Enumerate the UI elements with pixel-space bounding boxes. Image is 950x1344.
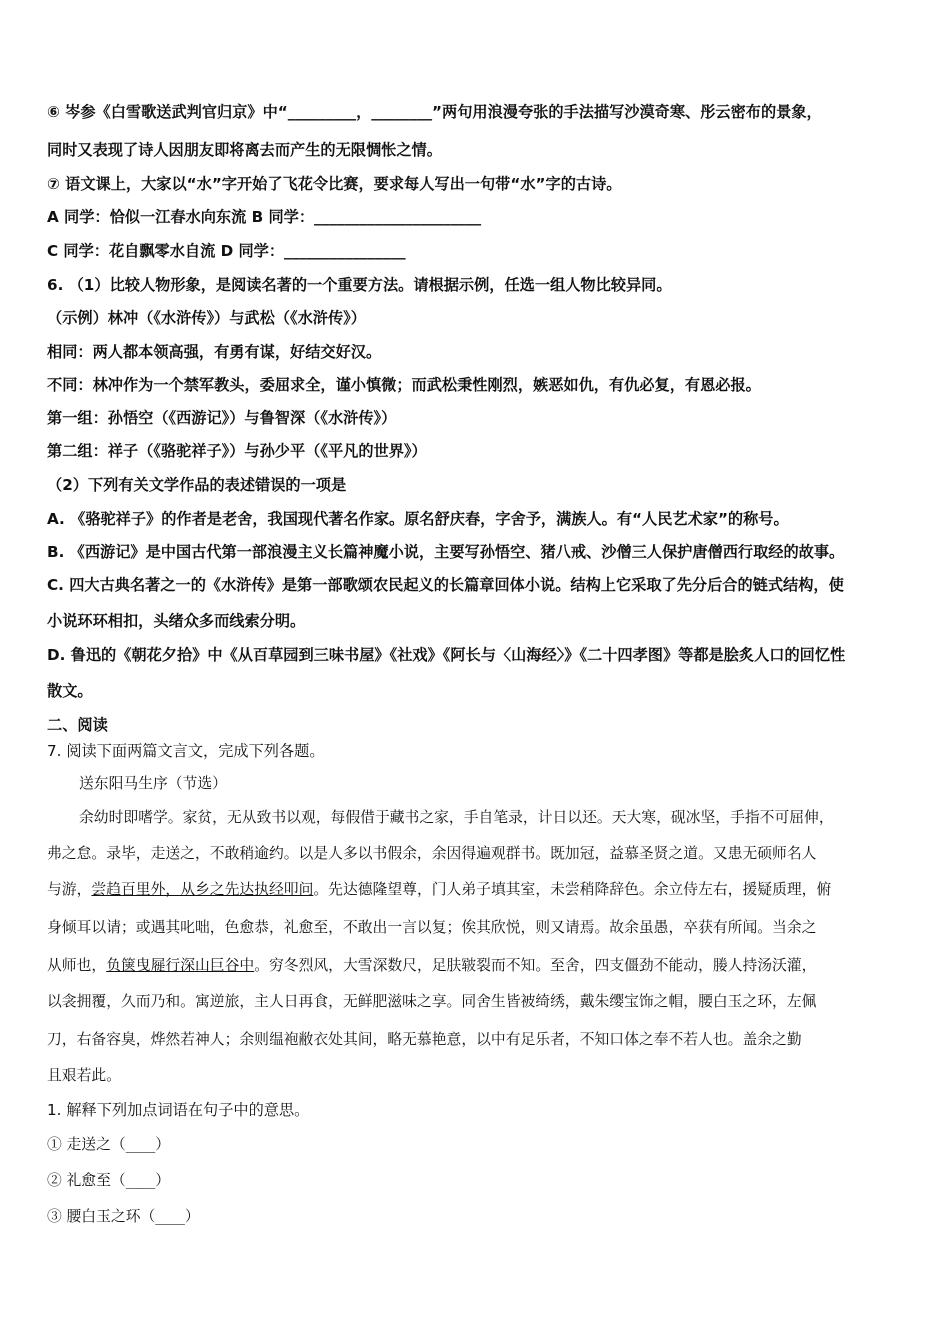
q6-part2: （2）下列有关文学作品的表述错误的一项是 xyxy=(47,476,347,494)
passage-line-7: 刀，右备容臭，烨然若神人；余则缊袍敝衣处其间，略无慕艳意，以中有足乐者，不知口体之奉不若人也。盖余之勤 xyxy=(47,1031,802,1048)
q7-instruction: 7. 阅读下面两篇文言文，完成下列各题。 xyxy=(47,742,325,760)
q6-option-d-line2: 散文。 xyxy=(47,682,93,700)
section-heading: 二、阅读 xyxy=(47,716,108,734)
q6-group1: 第一组：孙悟空（《西游记》）与鲁智深（《水浒传》） xyxy=(47,409,397,427)
q6-option-c-line1: C. 四大古典名著之一的《水浒传》是第一部歌颂农民起义的长篇章回体小说。结构上它采取了先分后合的链式结构，使 xyxy=(47,576,844,594)
passage-line-1: 余幼时即嗜学。家贫，无从致书以观，每假借于藏书之家，手自笔录，计日以还。天大寒，砚冰坚，手指不可屈伸， xyxy=(79,809,834,826)
subquestion-1-item-1: ① 走送之（____） xyxy=(47,1136,171,1153)
passage-title: 送东阳马生序（节选） xyxy=(79,775,227,792)
subquestion-1-item-2: ② 礼愈至（____） xyxy=(47,1172,171,1189)
q5-row-ab: A 同学：恰似一江春水向东流 B 同学：______________________ xyxy=(47,208,482,226)
q6-option-b: B. 《西游记》是中国古代第一部浪漫主义长篇神魔小说，主要写孙悟空、猪八戒、沙僧三人保护唐僧西行取经的故事。 xyxy=(47,543,845,561)
q6-option-c-line2: 小说环环相扣，头绪众多而线索分明。 xyxy=(47,612,306,630)
passage-line-8: 且艰若此。 xyxy=(47,1067,121,1084)
subquestion-1-item-3: ③ 腰白玉之环（____） xyxy=(47,1208,200,1225)
passage-line-5 xyxy=(47,955,816,977)
q5-row-cd: C 同学：花自飘零水自流 D 同学：________________ xyxy=(47,242,406,260)
q5-item6-line2: 同时又表现了诗人因朋友即将离去而产生的无限惆怅之情。 xyxy=(47,141,442,159)
q6-diff: 不同：林冲作为一个禁军教头，委屈求全，谨小慎微；而武松秉性刚烈，嫉恶如仇，有仇必复，有恩必报。 xyxy=(47,376,761,394)
q6-group2: 第二组：祥子（《骆驼祥子》）与孙少平（《平凡的世界》） xyxy=(47,442,427,460)
passage-line-4: 身倾耳以请；或遇其叱咄，色愈恭，礼愈至，不敢出一言以复；俟其欣悦，则又请焉。故余虽愚，卒获有所闻。当余之 xyxy=(47,919,817,936)
q6-example: （示例）林冲（《水浒传》）与武松（《水浒传》） xyxy=(47,309,366,327)
passage-line-3 xyxy=(47,879,831,901)
passage-line-3-pre: 与游， xyxy=(47,881,92,898)
underlined-sentence-2: 负箧曳屣行深山巨谷中 xyxy=(106,957,255,974)
q6-option-a: A. 《骆驼祥子》的作者是老舍，我国现代著名作家。原名舒庆春，字舍予，满族人。有“人民艺术家”的称号。 xyxy=(47,510,789,528)
passage-line-3-post: 。先达德隆望尊，门人弟子填其室，未尝稍降辞色。余立侍左右，援疑质理，俯 xyxy=(313,881,832,898)
q5-item6-line1: ⑥ 岑参《白雪歌送武判官归京》中“_________，________”两句用浪漫夸张的手法描写沙漠奇寒、彤云密布的景象， xyxy=(47,103,822,121)
underlined-sentence-1: 尝趋百里外，从乡之先达执经叩问 xyxy=(91,881,314,898)
subquestion-1: 1. 解释下列加点词语在句子中的意思。 xyxy=(47,1101,310,1119)
passage-line-5-post: 。穷冬烈风，大雪深数尺，足肤皲裂而不知。至舍，四支僵劲不能动，媵人持汤沃灌， xyxy=(254,957,817,974)
passage-line-5-pre: 从师也， xyxy=(47,957,107,974)
q6-same: 相同：两人都本领高强，有勇有谋，好结交好汉。 xyxy=(47,343,382,361)
q6-option-d-line1: D. 鲁迅的《朝花夕拾》中《从百草园到三味书屋》《社戏》《阿长与〈山海经〉》《二十四孝图》等都是脍炙人口的回忆性 xyxy=(47,646,846,664)
passage-line-6: 以衾拥覆，久而乃和。寓逆旅，主人日再食，无鲜肥滋味之享。同舍生皆被绮绣，戴朱缨宝饰之帽，腰白玉之环，左佩 xyxy=(47,993,817,1010)
passage-line-2: 弗之怠。录毕，走送之，不敢稍逾约。以是人多以书假余，余因得遍观群书。既加冠，益慕圣贤之道。又患无硕师名人 xyxy=(47,845,817,862)
q6-part1: 6. （1）比较人物形象，是阅读名著的一个重要方法。请根据示例，任选一组人物比较异同。 xyxy=(47,276,672,294)
q5-item7: ⑦ 语文课上，大家以“水”字开始了飞花令比赛，要求每人写出一句带“水”字的古诗。 xyxy=(47,175,622,193)
